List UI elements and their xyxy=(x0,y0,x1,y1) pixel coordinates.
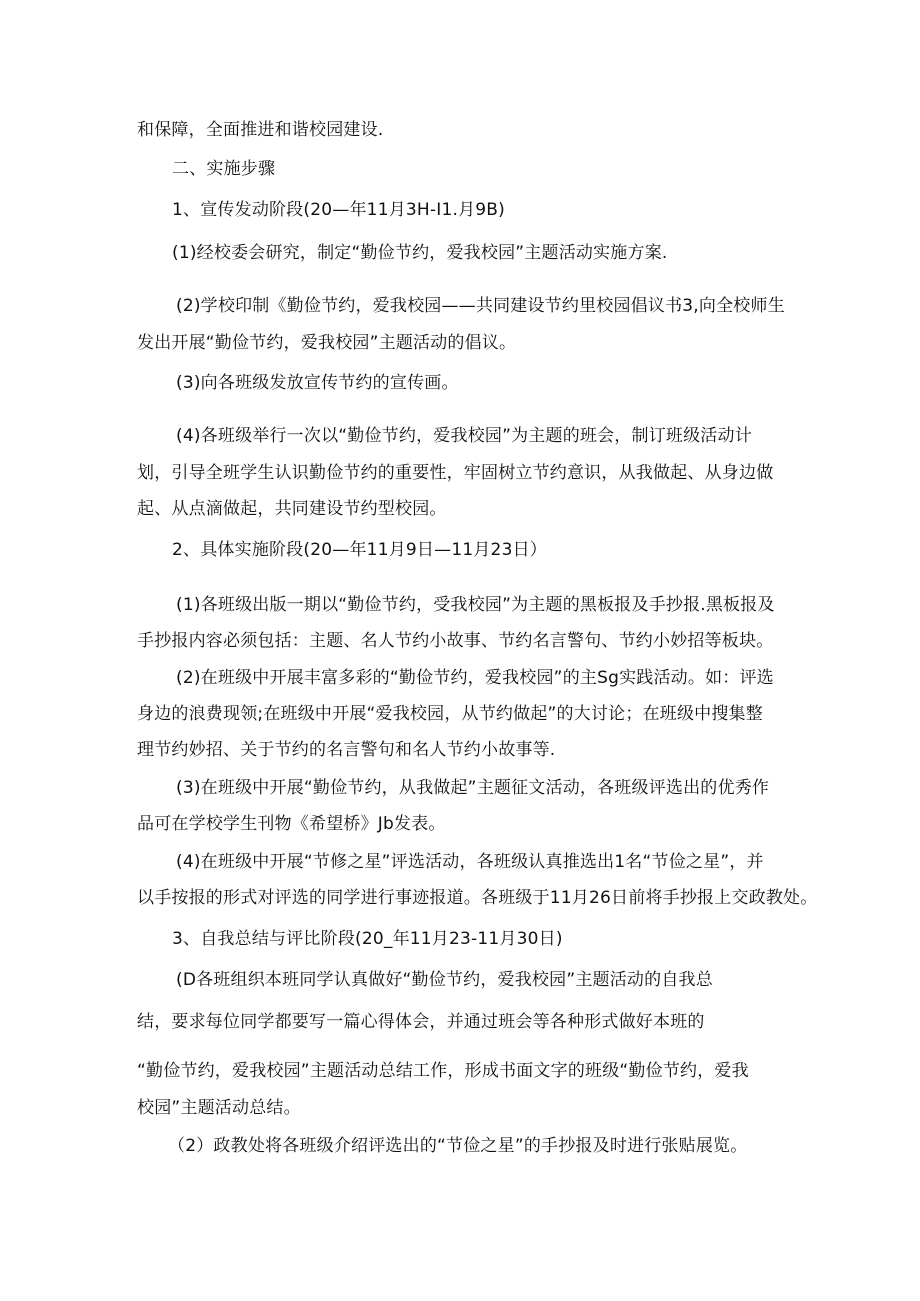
step-heading: 3、自我总结与评比阶段(20_年11月23-11月30日) xyxy=(172,929,563,949)
paragraph-line: 划，引导全班学生认识勤俭节约的重要性，牢固树立节约意识，从我做起、从身边做 xyxy=(137,463,774,483)
paragraph-line: (3)向各班级发放宣传节约的宣传画。 xyxy=(176,373,459,393)
paragraph-line: (3)在班级中开展“勤俭节约，从我做起”主题征文活动，各班级评选出的优秀作 xyxy=(176,778,770,798)
paragraph-line: “勤俭节约，爱我校园”主题活动总结工作，形成书面文字的班级“勤俭节约，爱我 xyxy=(137,1061,749,1081)
paragraph-line: (4)各班级举行一次以“勤俭节约，爱我校园”为主题的班会，制订班级活动计 xyxy=(176,426,752,446)
paragraph-line: (1)经校委会研究，制定“勤俭节约，爱我校园”主题活动实施方案. xyxy=(172,243,668,263)
paragraph-line: 手抄报内容必须包括：主题、名人节约小故事、节约名言警句、节约小妙招等板块。 xyxy=(137,631,774,651)
paragraph-line: (1)各班级出版一期以“勤俭节约，受我校园”为主题的黑板报及手抄报.黑板报及 xyxy=(176,595,775,615)
paragraph-line: 校园”主题活动总结。 xyxy=(137,1098,301,1118)
paragraph-line: 身边的浪费现领;在班级中开展“爱我校园，从节约做起”的大讨论；在班级中搜集整 xyxy=(137,704,763,724)
paragraph-line: 结，要求每位同学都要写一篇心得体会，并通过班会等各种形式做好本班的 xyxy=(137,1012,705,1032)
paragraph-line: 发出开展“勤俭节约，爱我校园”主题活动的倡议。 xyxy=(137,333,517,353)
paragraph-line: 和保障，全面推进和谐校园建设. xyxy=(137,120,384,140)
paragraph-line: 以手按报的形式对评选的同学进行事迹报道。各班级于11月26日前将手抄报上交政教处。 xyxy=(137,888,818,908)
paragraph-line: (2)在班级中开展丰富多彩的“勤俭节约，爱我校园”的主Sg实践活动。如：评选 xyxy=(176,668,774,688)
paragraph-line: (4)在班级中开展“节修之星”评选活动，各班级认真推选出1名“节俭之星”，并 xyxy=(176,852,764,872)
section-heading: 二、实施步骤 xyxy=(172,159,276,179)
paragraph-line: 起、从点滴做起，共同建设节约型校园。 xyxy=(137,499,447,519)
paragraph-line: 品可在学校学生刊物《希望桥》Jb发表。 xyxy=(137,814,446,834)
paragraph-line: （2）政教处将各班级介绍评选出的“节俭之星”的手抄报及时进行张贴展览。 xyxy=(168,1136,748,1156)
step-heading: 1、宣传发动阶段(20—年11月3H-I1.月9B) xyxy=(172,200,505,220)
paragraph-line: 理节约妙招、关于节约的名言警句和名人节约小故事等. xyxy=(137,740,556,760)
paragraph-line: (D各班组织本班同学认真做好“勤俭节约，爱我校园”主题活动的自我总 xyxy=(176,970,713,990)
paragraph-line: (2)学校印制《勤俭节约，爱我校园——共同建设节约里校园倡议书3,向全校师生 xyxy=(176,296,785,316)
step-heading: 2、具体实施阶段(20—年11月9日—11月23日） xyxy=(172,540,547,560)
